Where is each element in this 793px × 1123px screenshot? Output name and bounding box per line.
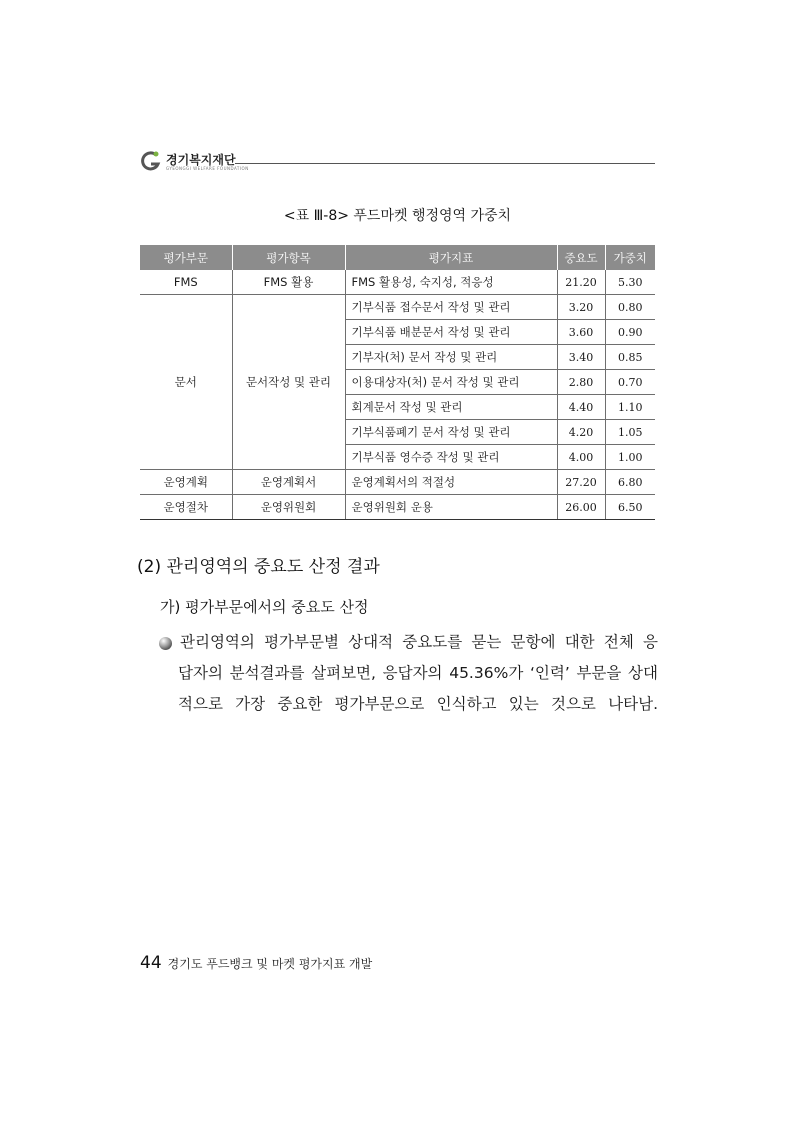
indicator-cell: 기부식품 접수문서 작성 및 관리 <box>345 295 557 320</box>
item-cell: 운영위원회 <box>232 495 345 520</box>
weight-cell: 5.30 <box>605 270 655 295</box>
table-row <box>140 470 655 495</box>
indicator-cell: 기부식품폐기 문서 작성 및 관리 <box>345 420 557 445</box>
indicator-cell: 기부식품 영수증 작성 및 관리 <box>345 445 557 470</box>
weight-cell: 1.10 <box>605 395 655 420</box>
table-header-row <box>140 245 655 270</box>
col-header-section: 평가부문 <box>140 245 232 270</box>
importance-cell: 2.80 <box>557 370 605 395</box>
importance-cell: 4.40 <box>557 395 605 420</box>
weight-cell: 6.80 <box>605 470 655 495</box>
col-header-item: 평가항목 <box>232 245 345 270</box>
sphere-bullet-icon <box>158 636 173 651</box>
importance-cell: 3.40 <box>557 345 605 370</box>
weight-cell: 1.00 <box>605 445 655 470</box>
importance-cell: 26.00 <box>557 495 605 520</box>
header-rule <box>235 163 655 164</box>
table-row <box>140 270 655 295</box>
section-heading: (2) 관리영역의 중요도 산정 결과 <box>137 557 380 577</box>
importance-cell: 3.20 <box>557 295 605 320</box>
weight-cell: 6.50 <box>605 495 655 520</box>
indicator-cell: 기부식품 배분문서 작성 및 관리 <box>345 320 557 345</box>
section-cell: FMS <box>140 270 232 295</box>
paragraph-line: 답자의 분석결과를 살펴보면, 응답자의 45.36%가 ‘인력’ 부문을 상대 <box>178 664 658 682</box>
page-footer <box>140 953 372 973</box>
weight-cell: 1.05 <box>605 420 655 445</box>
table-row <box>140 495 655 520</box>
indicator-cell: 운영계획서의 적절성 <box>345 470 557 495</box>
section-cell: 운영계획 <box>140 470 232 495</box>
section-cell: 문서 <box>140 295 232 470</box>
book-title: 경기도 푸드뱅크 및 마켓 평가지표 개발 <box>167 957 373 971</box>
item-cell: FMS 활용 <box>232 270 345 295</box>
importance-cell: 27.20 <box>557 470 605 495</box>
indicator-cell: 회계문서 작성 및 관리 <box>345 395 557 420</box>
gyeonggi-welfare-logo-icon <box>140 150 162 172</box>
weight-cell: 0.90 <box>605 320 655 345</box>
weight-cell: 0.85 <box>605 345 655 370</box>
body-paragraph <box>180 627 658 720</box>
importance-cell: 3.60 <box>557 320 605 345</box>
org-subtitle: GYEONGGI WELFARE FOUNDATION <box>166 166 249 171</box>
importance-cell: 21.20 <box>557 270 605 295</box>
item-cell: 문서작성 및 관리 <box>232 295 345 470</box>
weight-cell: 0.80 <box>605 295 655 320</box>
weights-table <box>140 245 655 520</box>
col-header-indicator: 평가지표 <box>345 245 557 270</box>
org-name: 경기복지재단 <box>166 153 236 167</box>
paragraph-line: 적으로 가장 중요한 평가부문으로 인식하고 있는 것으로 나타남. <box>178 695 658 713</box>
indicator-cell: 기부자(처) 문서 작성 및 관리 <box>345 345 557 370</box>
section-cell: 운영절차 <box>140 495 232 520</box>
indicator-cell: FMS 활용성, 숙지성, 적응성 <box>345 270 557 295</box>
importance-cell: 4.20 <box>557 420 605 445</box>
indicator-cell: 이용대상자(처) 문서 작성 및 관리 <box>345 370 557 395</box>
indicator-cell: 운영위원회 운용 <box>345 495 557 520</box>
weight-cell: 0.70 <box>605 370 655 395</box>
subheading: 가) 평가부문에서의 중요도 산정 <box>160 598 369 616</box>
table-row <box>140 295 655 320</box>
page-header <box>140 149 655 175</box>
page-number: 44 <box>140 953 162 973</box>
table-title: <표 Ⅲ-8> 푸드마켓 행정영역 가중치 <box>283 208 512 224</box>
paragraph-line: 관리영역의 평가부문별 상대적 중요도를 묻는 문항에 대한 전체 응 <box>180 633 658 651</box>
col-header-weight: 가중치 <box>605 245 655 270</box>
col-header-importance: 중요도 <box>557 245 605 270</box>
importance-cell: 4.00 <box>557 445 605 470</box>
item-cell: 운영계획서 <box>232 470 345 495</box>
